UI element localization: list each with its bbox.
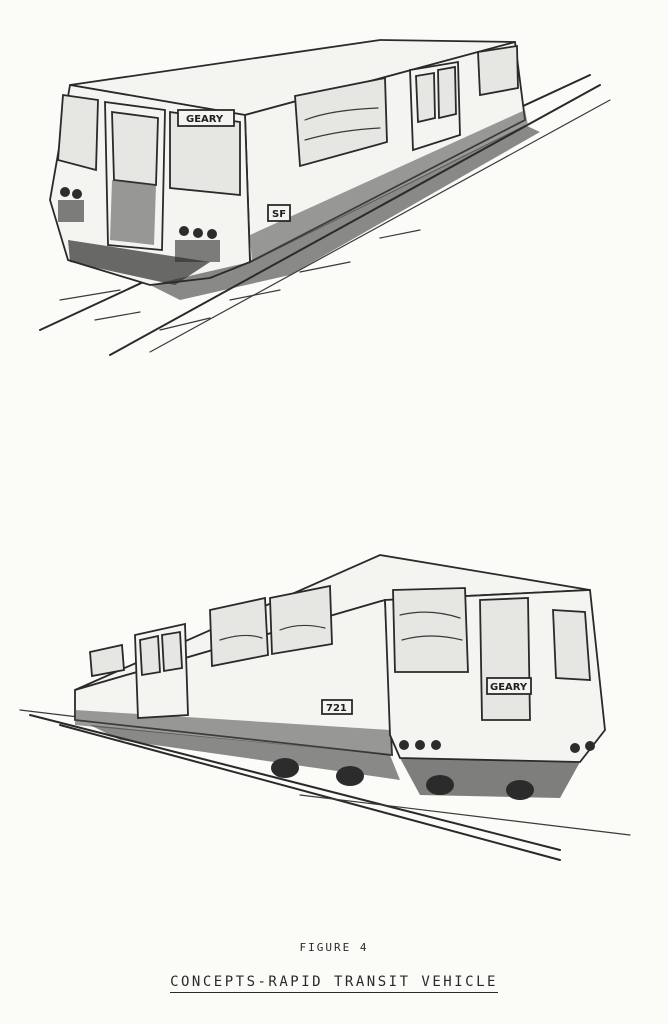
figure-title-text: CONCEPTS-RAPID TRANSIT VEHICLE xyxy=(170,974,498,993)
transit-vehicle-sketch-rear-view xyxy=(0,540,668,870)
car-number: 721 xyxy=(326,703,347,714)
destination-sign-top: GEARY xyxy=(186,114,224,125)
headlights-right-icon xyxy=(175,226,220,262)
destination-sign-bottom: GEARY xyxy=(490,682,528,693)
figure-title xyxy=(0,974,668,990)
figure-label: FIGURE 4 xyxy=(299,941,369,954)
side-marking-top: SF xyxy=(272,209,287,220)
transit-vehicle-sketch-front-view xyxy=(0,0,668,380)
